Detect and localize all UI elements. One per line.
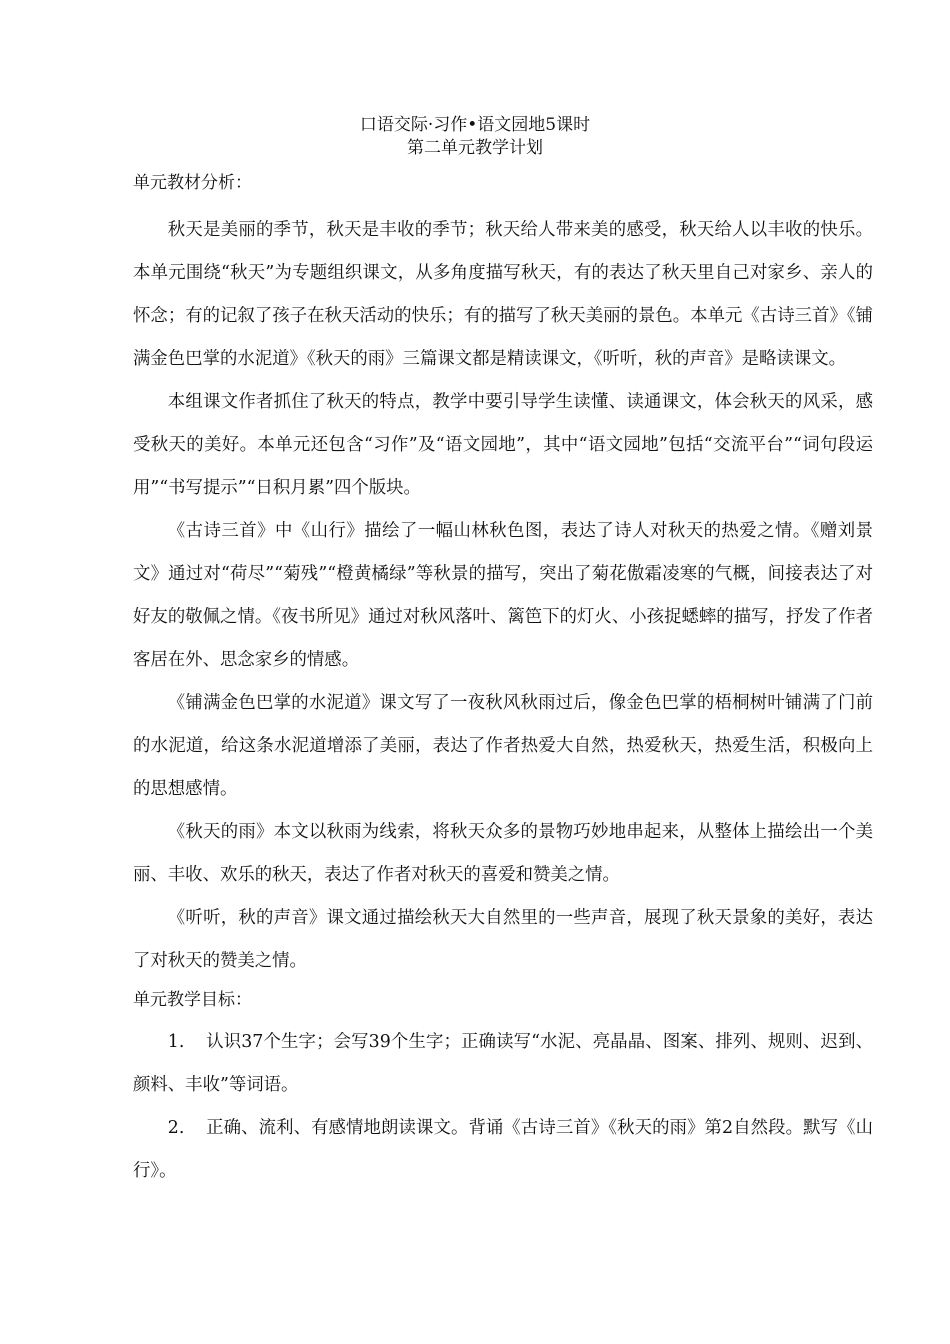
document-body <box>133 172 873 1193</box>
goal-item <box>133 1021 873 1107</box>
section-title-analysis: 单元教材分析： <box>133 173 252 193</box>
goal-number: 2. <box>167 1118 185 1138</box>
analysis-paragraph: 《秋天的雨》本文以秋雨为线索，将秋天众多的景物巧妙地串起来，从整体上描绘出一个美丽、丰收、欢乐的秋天，表达了作者对秋天的喜爱和赞美之情。 <box>133 822 873 885</box>
analysis-paragraph: 《铺满金色巴掌的水泥道》课文写了一夜秋风秋雨过后，像金色巴掌的梧桐树叶铺满了门前的水泥道，给这条水泥道增添了美丽，表达了作者热爱大自然，热爱秋天，热爱生活，积极向上的思想感情。 <box>133 693 873 799</box>
analysis-paragraph: 《古诗三首》中《山行》描绘了一幅山林秋色图，表达了诗人对秋天的热爱之情。《赠刘景文》通过对“荷尽”“菊残”“橙黄橘绿”等秋景的描写，突出了菊花傲霜凌寒的气概，间接表达了对好友的敬佩之情。《夜书所见》通过对秋风落叶、篱笆下的灯火、小孩捉蟋蟀的描写，抒发了作者客居在外、思念家乡的情感。 <box>133 521 873 670</box>
goal-number: 1. <box>167 1032 185 1052</box>
document-title: 第二单元教学计划 <box>407 138 543 158</box>
goal-text: 正确、流利、有感情地朗读课文。背诵《古诗三首》《秋天的雨》第2自然段。默写《山行》。 <box>133 1118 873 1181</box>
goal-item <box>133 1107 873 1193</box>
analysis-paragraph: 本组课文作者抓住了秋天的特点，教学中要引导学生读懂、读通课文，体会秋天的风采，感受秋天的美好。本单元还包含“习作”及“语文园地”，其中“语文园地”包括“交流平台”“词句段运用”“书写提示”“日积月累”四个版块。 <box>133 392 873 498</box>
analysis-paragraph: 秋天是美丽的季节，秋天是丰收的季节；秋天给人带来美的感受，秋天给人以丰收的快乐。本单元围绕“秋天”为专题组织课文，从多角度描写秋天，有的表达了秋天里自己对家乡、亲人的怀念；有的记叙了孩子在秋天活动的快乐；有的描写了秋天美丽的景色。本单元《古诗三首》《铺满金色巴掌的水泥道》《秋天的雨》三篇课文都是精读课文，《听听，秋的声音》是略读课文。 <box>133 220 873 369</box>
section-title-goals: 单元教学目标： <box>133 990 252 1010</box>
analysis-paragraph: 《听听，秋的声音》课文通过描绘秋天大自然里的一些声音，展现了秋天景象的美好，表达了对秋天的赞美之情。 <box>133 908 873 971</box>
document-header-line1: 口语交际·习作•语文园地5课时 <box>359 115 591 135</box>
goal-text: 认识37个生字；会写39个生字；正确读写“水泥、亮晶晶、图案、排列、规则、迟到、颜料、丰收”等词语。 <box>133 1032 873 1095</box>
